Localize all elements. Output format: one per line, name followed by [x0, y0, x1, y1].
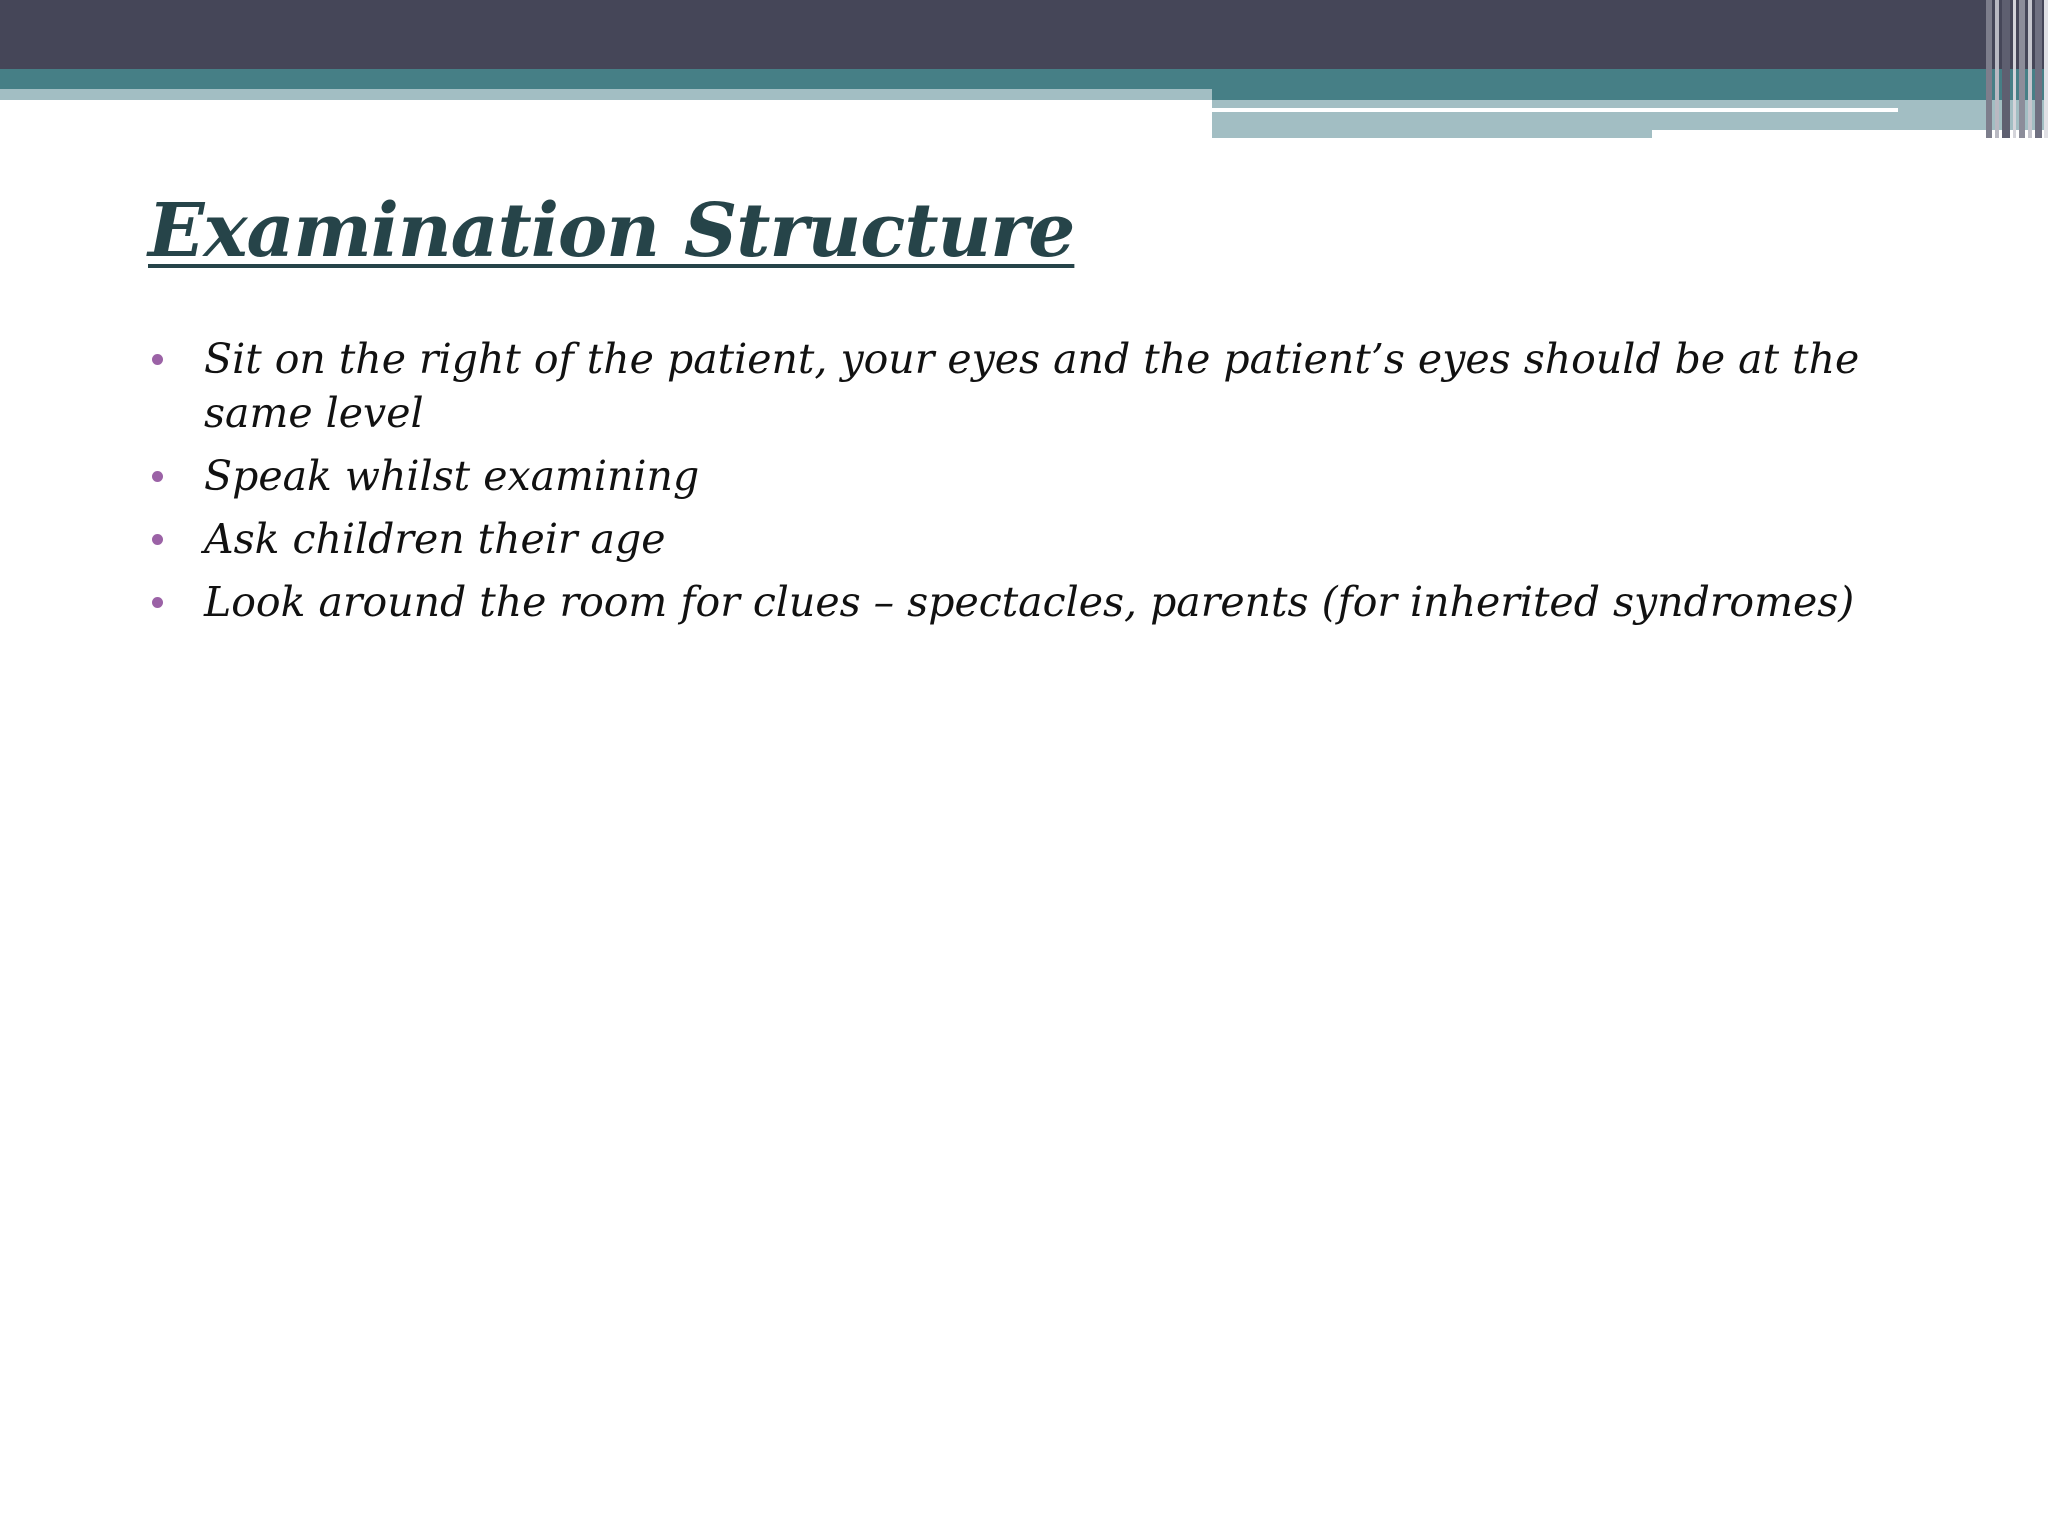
list-item [148, 512, 1948, 566]
list-item [148, 449, 1948, 503]
bullet-text: Sit on the right of the patient, your eyes and the patient’s eyes should be at the same level [204, 335, 1860, 437]
bullet-list [148, 332, 1948, 638]
header-teal-band-right [1212, 89, 2048, 100]
header-white-strip [1212, 108, 1898, 112]
bullet-text: Look around the room for clues – spectacles, parents (for inherited syndromes) [204, 578, 1855, 626]
bullet-icon [152, 597, 163, 608]
list-item [148, 332, 1948, 440]
list-item [148, 575, 1948, 629]
bullet-icon [152, 354, 163, 365]
header-teal-band [0, 69, 2048, 89]
bullet-text: Speak whilst examining [204, 452, 700, 500]
bullet-text: Ask children their age [204, 515, 666, 563]
header-vertical-bars [1986, 0, 2048, 138]
slide-title: Examination Structure [148, 188, 1075, 274]
header-light-band-left [0, 89, 1212, 100]
bullet-icon [152, 534, 163, 545]
bullet-icon [152, 471, 163, 482]
header-dark-band [0, 0, 2048, 69]
